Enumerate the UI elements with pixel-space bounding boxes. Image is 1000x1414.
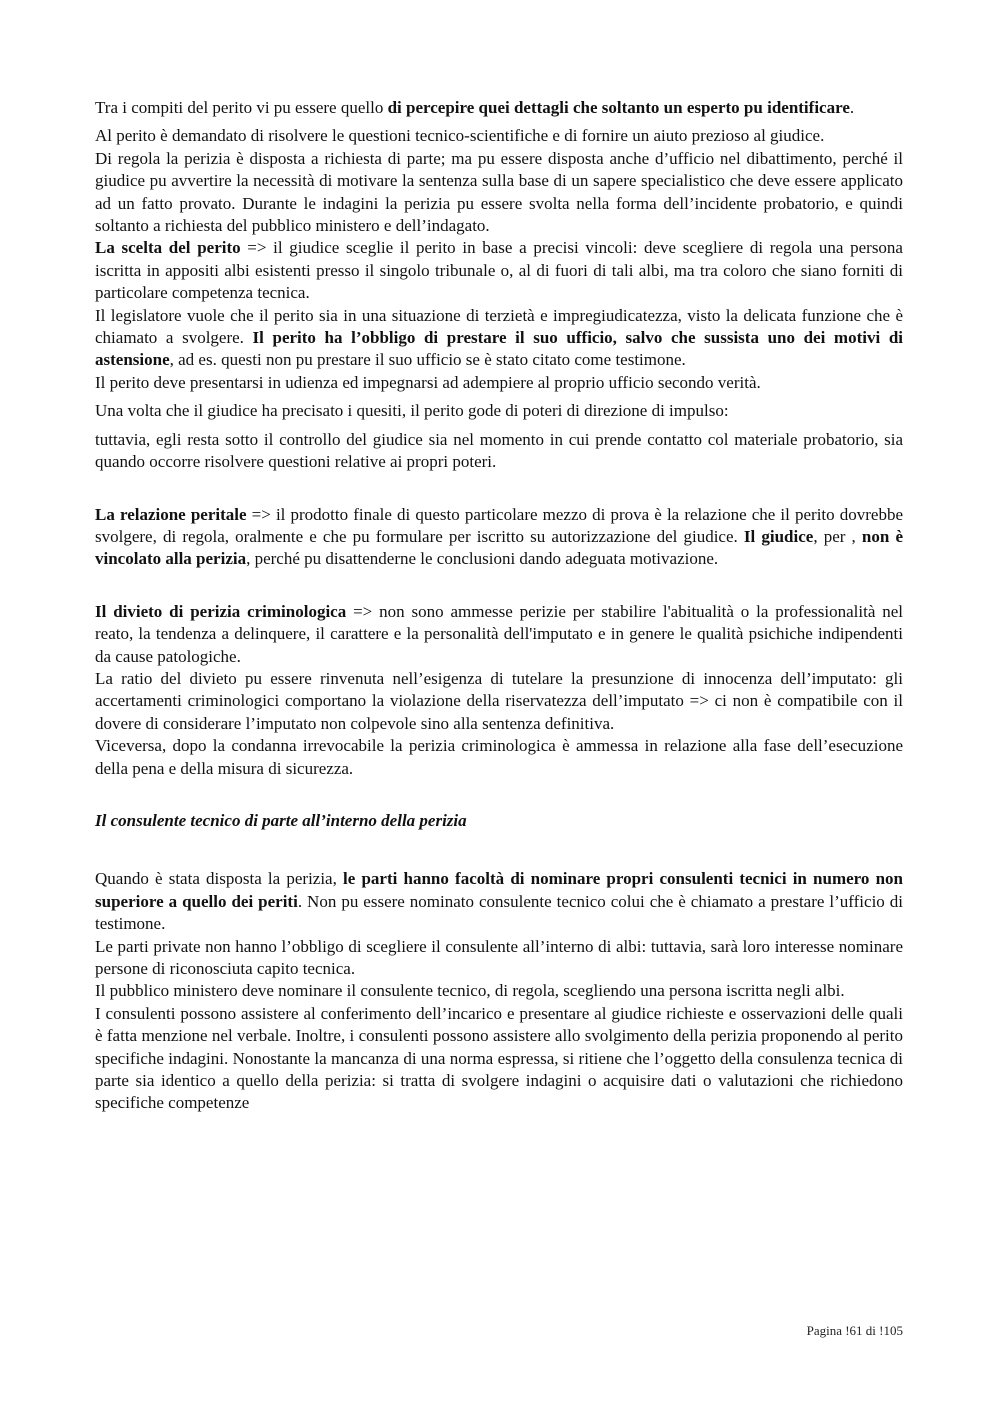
bold-text: La scelta del perito	[95, 238, 241, 258]
document-body	[95, 97, 903, 1115]
paragraph	[95, 97, 903, 119]
text-run: => non sono ammesse perizie per stabilire l'abitualità o la professionalità nel reato, la tendenza a delinquere, il carattere e la personalità dell'imputato e in genere le qualità psichiche indipendenti da cause patologiche.	[95, 601, 903, 666]
text-run: La ratio del divieto pu essere rinvenuta nell’esigenza di tutelare la presunzione di innocenza dell’imputato: gli accertamenti criminologici comportano la violazione della riservatezza dell’imputato => ci non è compatibile con il dovere di considerare l’imputato non colpevole sino alla sentenza definitiva.	[95, 668, 903, 733]
text-run: Viceversa, dopo la condanna irrevocabile la perizia criminologica è ammessa in relazione alla fase dell’esecuzione della pena e della misura di sicurezza.	[95, 736, 903, 778]
paragraph	[95, 980, 903, 1002]
text-run: Il perito deve presentarsi in udienza ed impegnarsi ad adempiere al proprio ufficio secondo verità.	[95, 372, 761, 392]
text-run: Una volta che il giudice ha precisato i quesiti, il perito gode di poteri di direzione di impulso:	[95, 401, 729, 421]
text-run: => il giudice sceglie il perito in base a precisi vincoli: deve scegliere di regola una persona iscritta in appositi albi esistenti presso il singolo tribunale o, al di fuori di tali albi, ma tra coloro che siano forniti di particolare competenza tecnica.	[95, 238, 903, 303]
paragraph	[95, 429, 903, 474]
paragraph	[95, 372, 903, 394]
text-run: . Non pu essere nominato consulente tecnico colui che è chiamato a prestare l’ufficio di testimone.	[95, 891, 903, 934]
bold-text: di percepire quei dettagli che soltanto un esperto pu identificare	[387, 98, 850, 117]
paragraph	[95, 148, 903, 238]
bold-text: Il perito ha l’obbligo di prestare il suo ufficio, salvo che sussista uno dei motivi di astensione	[95, 328, 903, 370]
text-run: Al perito è demandato di risolvere le questioni tecnico-scientifiche e di fornire un aiuto prezioso al giudice.	[95, 126, 825, 146]
text-run: Le parti private non hanno l’obbligo di scegliere il consulente all’interno di albi: tuttavia, sarà loro interesse nominare persone di riconosciuta capito tecnica.	[95, 936, 903, 978]
section-heading	[95, 810, 903, 832]
text-run: Il legislatore vuole che il perito sia in una situazione di terzietà e impregiudicatezza, visto la delicata funzione che è chiamato a svolgere.	[95, 305, 903, 348]
text-run: tuttavia, egli resta sotto il controllo del giudice sia nel momento in cui prende contatto col materiale probatorio, sia quando occorre risolvere questioni relative ai propri poteri.	[95, 429, 903, 472]
bold-text: Il divieto di perizia criminologica	[95, 601, 347, 621]
bold-text: Il giudice	[743, 526, 814, 546]
paragraph	[95, 125, 903, 147]
text-run: , ad es. questi non pu prestare il suo ufficio se è stato citato come testimone.	[169, 350, 686, 370]
paragraph	[95, 400, 903, 422]
bold-text: non è vincolato alla perizia	[95, 526, 903, 569]
page-number: Pagina !61 di !105	[806, 1323, 903, 1338]
bold-text: La relazione peritale	[95, 504, 247, 524]
bold-text: Il consulente tecnico di parte all’interno della perizia	[95, 810, 467, 830]
paragraph	[95, 936, 903, 981]
text-run: , per ,	[813, 526, 862, 546]
text-run: Il pubblico ministero deve nominare il consulente tecnico, di regola, scegliendo una persona iscritta negli albi.	[95, 981, 845, 1001]
paragraph	[95, 668, 903, 735]
text-run: Tra i compiti del perito vi pu essere quello	[95, 98, 388, 117]
text-run: Quando è stata disposta la perizia,	[95, 869, 344, 889]
bold-text: le parti hanno facoltà di nominare propri consulenti tecnici in numero non superiore a quello dei periti	[95, 869, 903, 911]
text-run: I consulenti possono assistere al conferimento dell’incarico e presentare al giudice richieste e osservazioni delle quali è fatta menzione nel verbale. Inoltre, i consulenti possono assistere allo svolgimento della perizia proponendo al perito specifiche indagini. Nonostante la mancanza di una norma espressa, si ritiene che l’oggetto della consulenza tecnica di parte sia identico a quello della perizia: si tratta di svolgere indagini o acquisire dati o valutazioni che richiedono specifiche competenze	[95, 1003, 903, 1113]
text-run: Di regola la perizia è disposta a richiesta di parte; ma pu essere disposta anche d’ufficio nel dibattimento, perché il giudice pu avvertire la necessità di motivare la sentenza sulla base di un sapere specialistico che deve essere applicato ad un fatto provato. Durante le indagini la perizia pu essere svolta nella forma dell’incidente probatorio, e quindi soltanto a richiesta del pubblico ministero e dell’indagato.	[95, 148, 903, 236]
text-run: .	[849, 98, 855, 117]
paragraph	[95, 237, 903, 304]
paragraph	[95, 1003, 903, 1115]
text-run: , perché pu disattenderne le conclusioni dando adeguata motivazione.	[246, 549, 719, 569]
paragraph	[95, 868, 903, 935]
text-run: => il prodotto finale di questo particolare mezzo di prova è la relazione che il perito dovrebbe svolgere, di regola, oralmente e che pu formulare per iscritto su autorizzazione del giudice.	[95, 504, 904, 546]
paragraph	[95, 735, 903, 780]
paragraph	[95, 504, 903, 571]
paragraph	[95, 305, 903, 372]
paragraph	[95, 601, 903, 668]
